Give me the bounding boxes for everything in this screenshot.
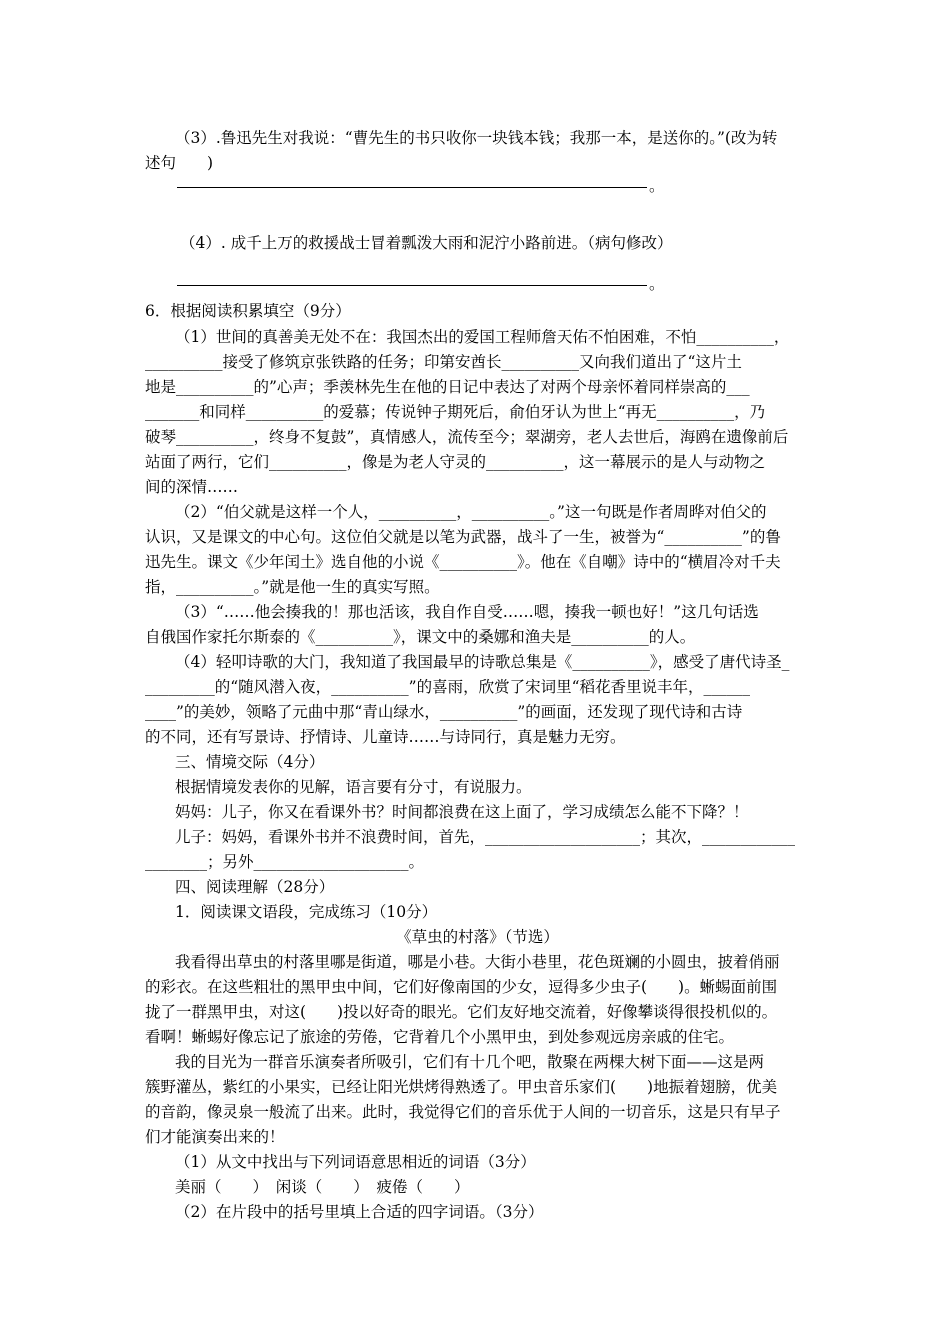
answer-line[interactable] — [177, 187, 647, 188]
q6-line: 自俄国作家托尔斯泰的《__________》，课文中的桑娜和渔夫是__________的人。 — [145, 628, 696, 646]
passage-title: 《草虫的村落》（节选） — [396, 928, 559, 946]
passage-line: 我看得出草虫的村落里哪是街道，哪是小巷。大街小巷里，花色斑斓的小圆虫，披着俏丽 — [175, 953, 780, 971]
answer-line[interactable] — [177, 285, 647, 286]
q6-line: ____”的美妙，领略了元曲中那“青山绿水，__________”的画面，还发现了现代诗和古诗 — [145, 703, 743, 721]
q6-line: _______和同样__________的爱慕；传说钟子期死后，俞伯牙认为世上“再无__________，乃 — [145, 403, 766, 421]
section3-title: 三、情境交际（4分） — [175, 753, 325, 771]
q6-line: _________的“随风潜入夜，__________”的喜雨，欣赏了宋词里“稻花香里说丰年，______ — [145, 678, 751, 696]
section3-line: 根据情境发表你的见解，语言要有分寸，有说服力。 — [175, 778, 532, 796]
q6-line: （2）“伯父就是这样一个人，__________，__________。”这一句既是作者周晔对伯父的 — [175, 503, 767, 521]
q6-line: 认识，又是课文的中心句。这位伯父就是以笔为武器，战斗了一生，被誉为“__________”的鲁 — [145, 528, 781, 546]
q5-item3-line1: （3）.鲁迅先生对我说：“曹先生的书只收你一块钱本钱；我那一本，是送你的。”(改为转 — [175, 129, 778, 147]
q6-line: 迅先生。课文《少年闰土》选自他的小说《__________》。他在《自嘲》诗中的“横眉冷对千夫 — [145, 553, 781, 571]
q6-line: （1）世间的真善美无处不在：我国杰出的爱国工程师詹天佑不怕困难，不怕__________， — [175, 328, 790, 346]
q6-line: 的不同，还有写景诗、抒情诗、儿童诗……与诗同行，真是魅力无穷。 — [145, 728, 626, 746]
q6-line: （4）轻叩诗歌的大门，我知道了我国最早的诗歌总集是《__________》，感受了唐代诗圣_ — [175, 653, 790, 671]
passage-line: 拢了一群黑甲虫，对这( )投以好奇的眼光。它们友好地交流着，好像攀谈得很投机似的。 — [145, 1003, 778, 1021]
sub-question-2: （2）在片段中的括号里填上合适的四字词语。（3分） — [175, 1203, 544, 1221]
passage-line: 的彩衣。在这些粗壮的黑甲虫中间，它们好像南国的少女，逗得多少虫子( )。蜥蜴面前围 — [145, 978, 778, 996]
q6-line: 地是__________的”心声；季羡林先生在他的日记中表达了对两个母亲怀着同样崇高的___ — [145, 378, 750, 396]
q5-item4: （4）. 成千上万的救援战士冒着瓢泼大雨和泥泞小路前进。（病句修改） — [180, 234, 673, 252]
section3-line: 妈妈：儿子，你又在看课外书？时间都浪费在这上面了，学习成绩怎么能不下降？！ — [175, 803, 749, 821]
q6-line: 站面了两行，它们__________，像是为老人守灵的__________，这一幕展示的是人与动物之 — [145, 453, 766, 471]
q6-line: 间的深情…… — [145, 478, 239, 496]
q6-line: （3）“……他会揍我的！那也活该，我自作自受……嗯，揍我一顿也好！”这几句话选 — [175, 603, 759, 621]
passage-line: 们才能演奏出来的！ — [145, 1128, 285, 1146]
section3-line: ________；另外____________________。 — [145, 853, 425, 871]
q6-title: 6．根据阅读积累填空（9分） — [145, 302, 351, 320]
answer-end-mark: 。 — [649, 275, 665, 293]
section3-line: 儿子：妈妈，看课外书并不浪费时间，首先，____________________；其次，____________ — [175, 828, 796, 846]
q5-item3-line2: 述句 ) — [145, 154, 214, 172]
q6-line: 破琴__________，终身不复鼓”，真情感人，流传至今；翠湖旁，老人去世后，海鸥在遗像前后 — [145, 428, 789, 446]
passage-line: 簇野灌丛，紫红的小果实，已经让阳光烘烤得熟透了。甲虫音乐家们( )地振着翅膀，优美 — [145, 1078, 778, 1096]
sub-question-1: （1）从文中找出与下列词语意思相近的词语（3分） — [175, 1153, 536, 1171]
q6-line: 指，__________。”就是他一生的真实写照。 — [145, 578, 440, 596]
passage-line: 看啊！蜥蜴好像忘记了旅途的劳倦，它背着几个小黑甲虫，到处参观远房亲戚的住宅。 — [145, 1028, 735, 1046]
section4-q1-title: 1．阅读课文语段，完成练习（10分） — [175, 903, 438, 921]
answer-end-mark: 。 — [649, 177, 665, 195]
section4-title: 四、阅读理解（28分） — [175, 878, 335, 896]
sub-question-1-words: 美丽（ ） 闲谈（ ） 疲倦（ ） — [175, 1178, 470, 1196]
passage-line: 我的目光为一群音乐演奏者所吸引，它们有十几个吧，散聚在两棵大树下面——这是两 — [175, 1053, 765, 1071]
q6-line: __________接受了修筑京张铁路的任务；印第安酋长__________又向我们道出了“这片土 — [145, 353, 742, 371]
passage-line: 的音韵，像灵泉一般流了出来。此时，我觉得它们的音乐优于人间的一切音乐，这是只有早子 — [145, 1103, 781, 1121]
